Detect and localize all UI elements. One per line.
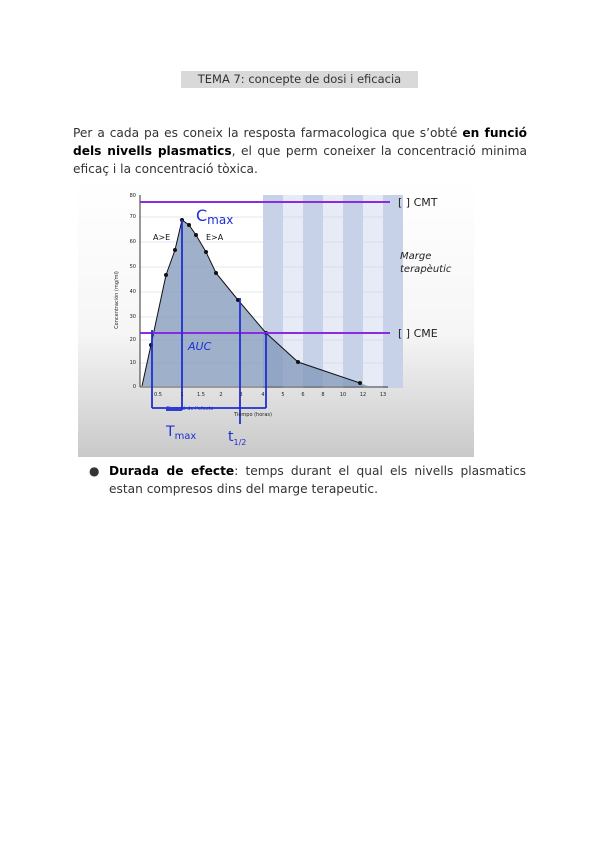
cme-label: [ ] CME — [398, 327, 438, 340]
x-tick: 8 — [321, 392, 325, 398]
marge-label-1: Marge — [400, 251, 432, 262]
y-tick: 40 — [129, 289, 136, 295]
x-tick: 10 — [339, 392, 347, 398]
bullet-text — [109, 462, 526, 498]
x-tick: 12 — [359, 392, 367, 398]
x-tick: 6 — [301, 392, 305, 398]
x-tick: 1 — [180, 392, 184, 398]
paragraph-bold: en funció dels nivells plasmatics — [73, 126, 527, 158]
y-tick: 70 — [129, 214, 136, 220]
x-tick: 13 — [379, 392, 387, 398]
pharmacokinetic-figure — [78, 180, 474, 457]
y-axis-title: Concentración (mg/ml) — [114, 271, 120, 329]
bullet-bold: Durada de efecte — [109, 464, 235, 478]
y-tick: 50 — [129, 264, 136, 270]
duration-label: Duració de l'efecte — [166, 406, 214, 412]
page-title: TEMA 7: concepte de dosi i eficacia — [181, 71, 418, 88]
y-tick: 10 — [129, 360, 136, 366]
x-tick: 1.5 — [197, 392, 205, 398]
y-tick: 80 — [129, 193, 136, 199]
ea-label: E>A — [206, 233, 224, 242]
tmax-label: $T_{max}$ — [166, 424, 197, 442]
paragraph-text-post: , el que perm coneixer la concentració minima eficaç i la concentració tòxica. — [73, 144, 527, 176]
ae-label: A>E — [153, 233, 171, 242]
intro-paragraph — [73, 124, 527, 178]
x-tick: 0.5 — [154, 392, 162, 398]
y-tick: 30 — [129, 314, 136, 320]
x-tick: 5 — [281, 392, 285, 398]
y-tick: 20 — [129, 337, 136, 343]
bullet-rest: : temps durant el qual els nivells plasmatics estan compresos dins del marge terapeutic. — [109, 464, 526, 496]
y-tick: 60 — [129, 239, 136, 245]
bullet-item — [89, 462, 526, 498]
x-tick: 3 — [239, 392, 243, 398]
x-tick: 4 — [261, 392, 265, 398]
cmax-label: Cmax — [196, 206, 234, 227]
cmt-label: [ ] CMT — [398, 196, 438, 209]
x-tick: 2 — [219, 392, 223, 398]
thalf-label: $t_{1/2}$ — [228, 429, 247, 447]
auc-label: AUC — [188, 340, 212, 353]
y-tick: 0 — [132, 384, 136, 390]
x-axis-title: Tiempo (horas) — [234, 412, 272, 418]
paragraph-text-pre: Per a cada pa es coneix la resposta farmacologica que s’obté — [73, 126, 463, 140]
marge-label-2: terapèutic — [400, 264, 452, 275]
bullet-dot-icon: ● — [89, 464, 100, 478]
